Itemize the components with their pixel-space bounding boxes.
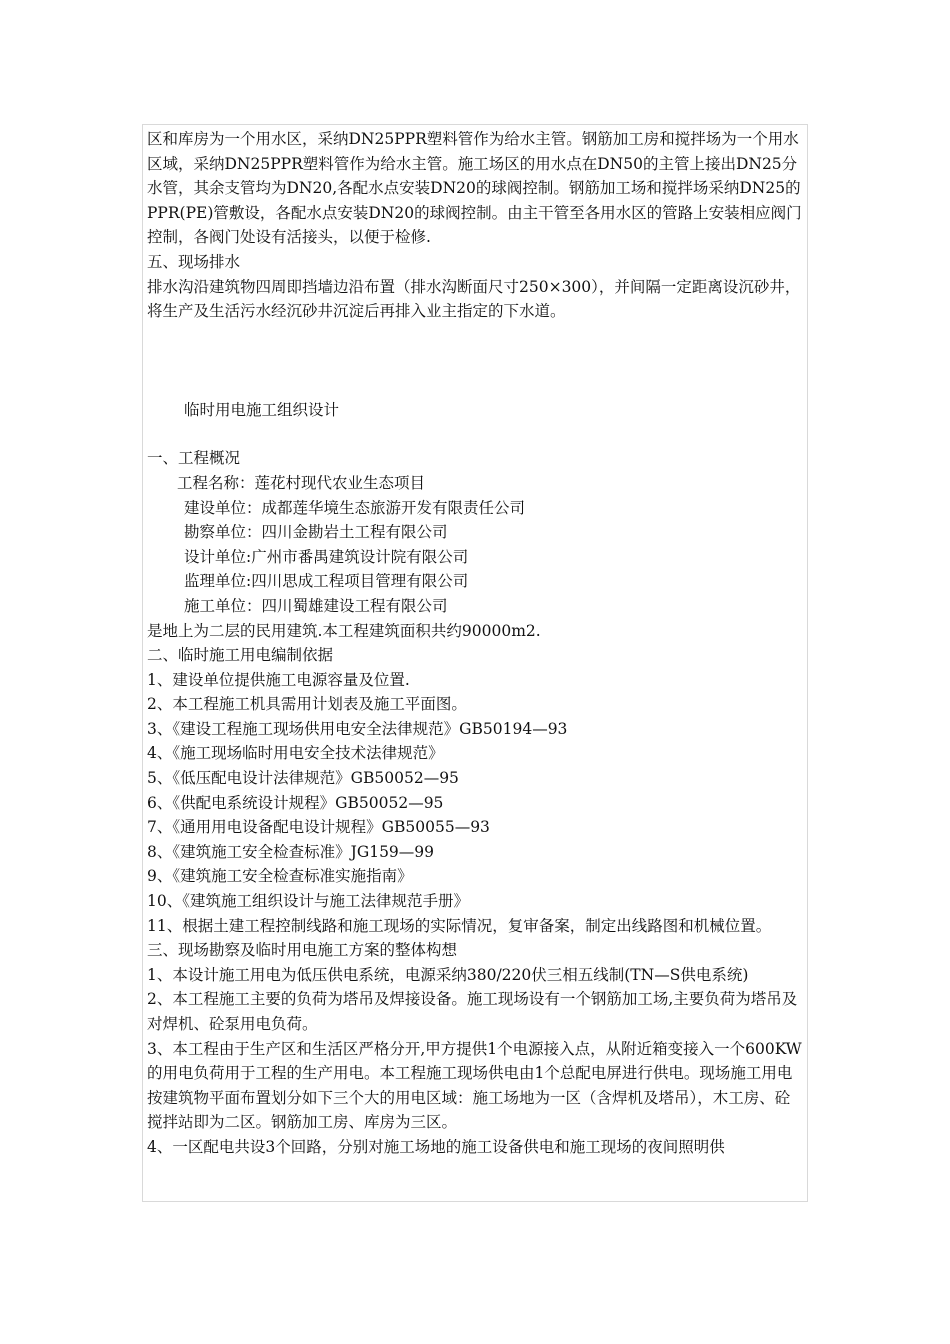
spacer <box>147 422 803 446</box>
project-name: 工程名称：莲花村现代农业生态项目 <box>177 473 426 492</box>
survey-item: 4、一区配电共设3个回路，分别对施工场地的施工设备供电和施工现场的夜间照明供 <box>147 1137 725 1156</box>
unit-line-survey: 勘察单位：四川金勘岩土工程有限公司 <box>184 523 448 542</box>
unit-line-construction: 建设单位：成都莲华境生态旅游开发有限责任公司 <box>184 498 526 517</box>
basis-item: 2、本工程施工机具需用计划表及施工平面图。 <box>147 695 467 714</box>
project-summary: 是地上为二层的民用建筑.本工程建筑面积共约90000m2. <box>147 621 541 640</box>
basis-item: 9、《建筑施工安全检查标准实施指南》 <box>147 867 413 886</box>
document-page <box>142 124 808 1202</box>
water-supply-paragraph: 区和库房为一个用水区，采纳DN25PPR塑料管作为给水主管。钢筋加工房和搅拌场为一个用水区域，采纳DN25PPR塑料管作为给水主管。施工场区的用水点在DN50的主管上接出DN25分水管，其余支管均为DN20,各配水点安装DN20的球阀控制。钢筋加工场和搅拌场采纳DN25的PPR(PE)管敷设，各配水点安装DN20的球阀控制。由主干管至各用水区的管路上安装相应阀门控制，各阀门处设有活接头，以便于检修. <box>147 130 802 247</box>
basis-item: 7、《通用用电设备配电设计规程》GB50055—93 <box>147 818 490 837</box>
basis-item: 5、《低压配电设计法律规范》GB50052—95 <box>147 769 459 788</box>
basis-item: 10、《建筑施工组织设计与施工法律规范手册》 <box>147 892 469 911</box>
survey-item: 1、本设计施工用电为低压供电系统，电源采纳380/220伏三相五线制(TN—S供电系统) <box>147 965 749 984</box>
basis-item: 11、根据土建工程控制线路和施工现场的实际情况，复审备案，制定出线路图和机械位置。 <box>147 916 772 935</box>
unit-line-design: 设计单位:广州市番禺建筑设计院有限公司 <box>184 547 469 566</box>
section-heading-overview: 一、工程概况 <box>147 449 241 468</box>
document-body <box>143 125 807 1160</box>
unit-line-contractor: 施工单位：四川蜀雄建设工程有限公司 <box>184 596 448 615</box>
section-heading-drainage: 五、现场排水 <box>147 252 241 271</box>
unit-line-supervision: 监理单位:四川思成工程项目管理有限公司 <box>184 572 469 591</box>
basis-item: 3、《建设工程施工现场供用电安全法律规范》GB50194—93 <box>147 719 568 738</box>
document-title: 临时用电施工组织设计 <box>184 400 340 419</box>
drainage-paragraph: 排水沟沿建筑物四周即挡墙边沿布置（排水沟断面尺寸250×300），并间隔一定距离设沉砂井，将生产及生活污水经沉砂井沉淀后再排入业主指定的下水道。 <box>147 277 801 321</box>
section-heading-survey: 三、现场勘察及临时用电施工方案的整体构想 <box>147 941 458 960</box>
survey-item: 2、本工程施工主要的负荷为塔吊及焊接设备。施工现场设有一个钢筋加工场,主要负荷为塔吊及对焊机、砼泵用电负荷。 <box>147 990 798 1033</box>
survey-item: 3、本工程由于生产区和生活区严格分开,甲方提供1个电源接入点，从附近箱变接入一个600KW的用电负荷用于工程的生产用电。本工程施工现场供电由1个总配电屏进行供电。现场施工用电按建筑物平面布置划分如下三个大的用电区域：施工场地为一区（含焊机及塔吊），木工房、砼搅拌站即为二区。钢筋加工房、库房为三区。 <box>147 1039 802 1132</box>
basis-item: 8、《建筑施工安全检查标准》JG159—99 <box>147 842 435 861</box>
section-heading-basis: 二、临时施工用电编制依据 <box>147 646 334 665</box>
basis-item: 4、《施工现场临时用电安全技术法律规范》 <box>147 744 444 763</box>
basis-item: 1、建设单位提供施工电源容量及位置. <box>147 670 410 689</box>
basis-item: 6、《供配电系统设计规程》GB50052—95 <box>147 793 444 812</box>
spacer <box>147 324 803 398</box>
